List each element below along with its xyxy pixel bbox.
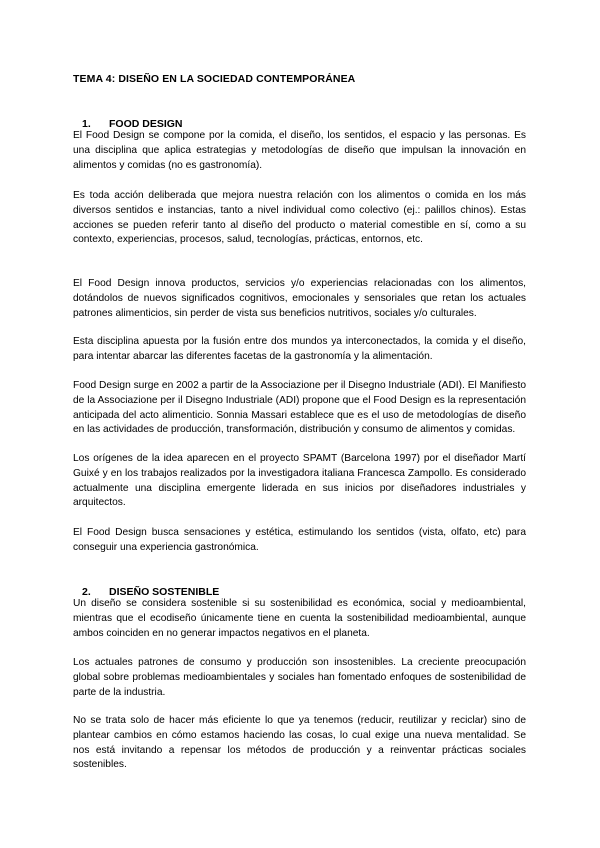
section-number: 2. (82, 586, 91, 598)
paragraph: El Food Design innova productos, servicios y/o experiencias relacionadas con los alimentos, dotándolos de nuevos significados cognitivos, emocionales y sensoriales que retan los actuales patrones alimenticios, sin perder de vista sus beneficios nutritivos, sociales y/o culturales. (73, 278, 526, 319)
paragraph: El Food Design se compone por la comida, el diseño, los sentidos, el espacio y las personas. Es una disciplina que aplica estrategias y metodologías de diseño que impulsan la innovación en alimentos y comidas (no es gastronomía). (73, 130, 526, 171)
paragraph: El Food Design busca sensaciones y estética, estimulando los sentidos (vista, olfato, etc) para conseguir una experiencia gastronómica. (73, 527, 526, 553)
paragraph: Los actuales patrones de consumo y producción son insostenibles. La creciente preocupación global sobre problemas medioambientales y sociales han fomentado enfoques de sostenibilidad de parte de la industria. (73, 657, 526, 698)
paragraph: Los orígenes de la idea aparecen en el proyecto SPAMT (Barcelona 1997) por el diseñador Martí Guixé y en los trabajos realizados por la investigadora italiana Francesca Zampollo. Es considerado actualmente una disciplina emergente liderada en sus inicios por diseñadores industriales y arquitectos. (73, 453, 526, 509)
section-title: DISEÑO SOSTENIBLE (109, 586, 220, 598)
paragraph: Un diseño se considera sostenible si su sostenibilidad es económica, social y medioambiental, mientras que el ecodiseño únicamente tiene en cuenta la sostenibilidad medioambiental, aunque ambos coinciden en no generar impactos negativos en el planeta. (73, 598, 526, 639)
paragraph: No se trata solo de hacer más eficiente lo que ya tenemos (reducir, reutilizar y reciclar) sino de plantear cambios en cómo estamos haciendo las cosas, lo cual exige una nueva mentalidad. Se nos está invitando a repensar los métodos de producción y a reinventar prácticas sociales sostenibles. (73, 715, 526, 771)
paragraph: Esta disciplina apuesta por la fusión entre dos mundos ya interconectados, la comida y el diseño, para intentar abarcar las diferentes facetas de la gastronomía y la alimentación. (73, 336, 526, 362)
section-number: 1. (82, 118, 91, 130)
paragraph: Es toda acción deliberada que mejora nuestra relación con los alimentos o comida en los más diversos sentidos e instancias, tanto a nivel individual como colectivo (ej.: palillos chinos). Estas acciones se pueden referir tanto al diseño del producto o material comestible en sí, como a su contexto, experiencias, procesos, salud, tecnologías, prácticas, entornos, etc. (73, 190, 526, 246)
page-title: TEMA 4: DISEÑO EN LA SOCIEDAD CONTEMPORÁNEA (73, 73, 356, 85)
paragraph: Food Design surge en 2002 a partir de la Associazione per il Disegno Industriale (ADI). El Manifiesto de la Associazione per il Disegno Industriale (ADI) propone que el Food Design es la representación anticipada del acto alimenticio. Sonnia Massari establece que es el uso de metodologías de diseño en las actividades de producción, transformación, distribución y consumo de alimentos y comidas. (73, 380, 527, 436)
section-title: FOOD DESIGN (109, 118, 183, 130)
